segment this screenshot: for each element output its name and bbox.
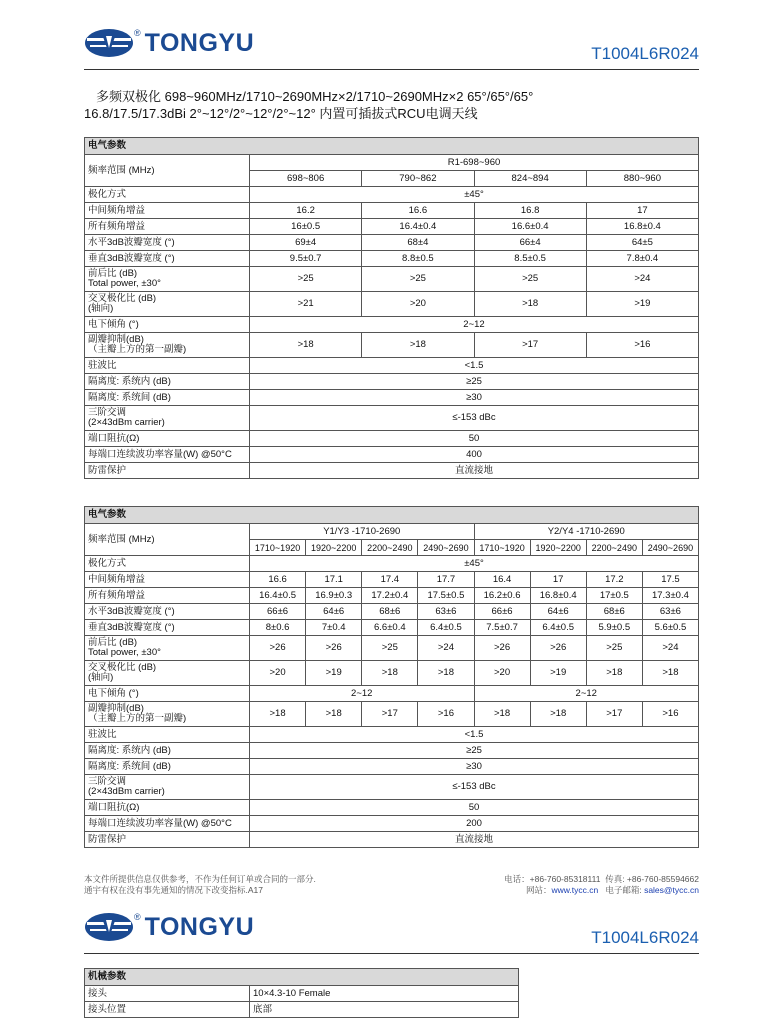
param-label [85, 556, 250, 572]
param-label [85, 390, 250, 406]
param-label [85, 374, 250, 390]
param-value: >26 [530, 636, 586, 661]
param-value: 16.6±0.4 [474, 219, 586, 235]
param-label [85, 358, 250, 374]
param-value: >16 [586, 333, 698, 358]
table-row [85, 317, 699, 333]
param-label-main: 每端口连续波功率容量(W) @50°C [88, 448, 232, 460]
param-label [85, 832, 250, 848]
table-row [85, 447, 699, 463]
param-value: 17.5±0.5 [418, 588, 474, 604]
param-value: 69±4 [250, 235, 362, 251]
model-number-2: T1004L6R024 [591, 928, 699, 947]
param-label-main: 副瓣抑制(dB) [88, 703, 144, 714]
param-label-main: 副瓣抑制(dB) [88, 334, 144, 345]
table-row [85, 235, 699, 251]
brand-name-2: TONGYU [144, 912, 255, 941]
param-value: >18 [474, 702, 530, 727]
param-value: 17±0.5 [586, 588, 642, 604]
page-footer [84, 874, 699, 896]
param-label [85, 463, 250, 479]
table-row [85, 816, 699, 832]
header-rule-2 [84, 953, 699, 954]
param-value: >16 [642, 702, 698, 727]
param-label-sub: （主瓣上方的第一副瓣) [88, 344, 187, 355]
param-value: >17 [362, 702, 418, 727]
param-value: 17 [586, 203, 698, 219]
table-row [85, 702, 699, 727]
param-value: 直流接地 [250, 832, 699, 848]
param-value: >24 [586, 267, 698, 292]
param-value: 8.8±0.5 [362, 251, 474, 267]
param-value: >25 [250, 267, 362, 292]
table-row [85, 1002, 519, 1018]
param-value: 2~12 [474, 686, 699, 702]
param-label [85, 620, 250, 636]
subband-cell: 2490~2690 [418, 540, 474, 556]
param-value: >18 [250, 333, 362, 358]
table-row [85, 588, 699, 604]
param-value: 17 [530, 572, 586, 588]
param-value: 68±6 [586, 604, 642, 620]
param-label-main: 驻波比 [88, 359, 117, 371]
param-label-main: 前后比 (dB) [88, 637, 138, 648]
param-value: 7±0.4 [306, 620, 362, 636]
param-value: 17.4 [362, 572, 418, 588]
param-label-main: 隔离度: 系统间 (dB) [88, 760, 171, 772]
title-line-2: 16.8/17.5/17.3dBi 2°~12°/2°~12°/2°~12° 内置可插拔式RCU电调天线 [84, 106, 478, 121]
section-header-row [85, 138, 699, 155]
param-label [85, 431, 250, 447]
param-label [85, 447, 250, 463]
param-label-main: 隔离度: 系统间 (dB) [88, 391, 171, 403]
table-row [85, 572, 699, 588]
param-label-main: 三阶交调 [88, 776, 127, 787]
param-value: ≥30 [250, 759, 699, 775]
param-value: >18 [362, 661, 418, 686]
param-label [85, 235, 250, 251]
param-value: 66±6 [250, 604, 306, 620]
param-value: >20 [362, 292, 474, 317]
subband-cell: 1920~2200 [530, 540, 586, 556]
table-row [85, 406, 699, 431]
param-value: 63±6 [642, 604, 698, 620]
param-value: 64±6 [530, 604, 586, 620]
param-label-sub: Total power, ±30° [88, 278, 161, 289]
band-name: Y1/Y3 -1710-2690 [250, 524, 475, 540]
param-label [85, 686, 250, 702]
header-rule [84, 69, 699, 70]
param-value: 400 [250, 447, 699, 463]
param-label-sub: Total power, ±30° [88, 647, 161, 658]
disclaimer-line-2: 通宇有权在没有事先通知的情况下改变指标.A17 [84, 885, 263, 895]
param-value: 16.6 [250, 572, 306, 588]
subband-cell: 1710~1920 [250, 540, 306, 556]
param-value: 5.6±0.5 [642, 620, 698, 636]
param-value: >26 [474, 636, 530, 661]
param-value: >26 [250, 636, 306, 661]
table-row [85, 390, 699, 406]
freq-range-label: 频率范围 (MHz) [85, 524, 250, 556]
param-label [85, 251, 250, 267]
contact-info [504, 874, 699, 896]
param-label [85, 604, 250, 620]
param-value: >18 [474, 292, 586, 317]
param-value: 66±4 [474, 235, 586, 251]
param-label-sub: (2×43dBm carrier) [88, 786, 165, 797]
table-row [85, 556, 699, 572]
param-label [85, 267, 250, 292]
param-value: >17 [586, 702, 642, 727]
subband-cell: 1920~2200 [306, 540, 362, 556]
param-value: 50 [250, 800, 699, 816]
subband-cell: 1710~1920 [474, 540, 530, 556]
param-label-sub: （主瓣上方的第一副瓣) [88, 713, 187, 724]
param-value: 2~12 [250, 686, 475, 702]
subband-cell: 790~862 [362, 171, 474, 187]
param-label [85, 702, 250, 727]
website-link[interactable]: www.tycc.cn [551, 885, 599, 895]
param-label [85, 292, 250, 317]
param-value: 16.4 [474, 572, 530, 588]
param-value: 68±4 [362, 235, 474, 251]
param-value: >18 [250, 702, 306, 727]
section-title: 电气参数 [85, 138, 699, 155]
param-value: 50 [250, 431, 699, 447]
table-row [85, 759, 699, 775]
param-value: 17.3±0.4 [642, 588, 698, 604]
param-value: 9.5±0.7 [250, 251, 362, 267]
param-label-main: 垂直3dB波瓣宽度 (°) [88, 252, 175, 264]
param-label [85, 816, 250, 832]
param-label [85, 203, 250, 219]
brand-name: TONGYU [144, 28, 255, 57]
param-value: 63±6 [418, 604, 474, 620]
table-row [85, 661, 699, 686]
mail-label: 电子邮箱: [605, 885, 645, 895]
table-row [85, 187, 699, 203]
param-value: >26 [306, 636, 362, 661]
param-label-main: 前后比 (dB) [88, 268, 138, 279]
tongyu-logo-2: ® TONGYU [84, 912, 254, 942]
subband-cell: 698~806 [250, 171, 362, 187]
param-label-main: 端口阻抗(Ω) [88, 801, 140, 813]
param-label: 接头位置 [85, 1002, 250, 1018]
param-value: ≥30 [250, 390, 699, 406]
param-label-main: 交叉极化比 (dB) [88, 662, 157, 673]
param-value: 16.8 [474, 203, 586, 219]
table-row [85, 636, 699, 661]
model-number: T1004L6R024 [591, 44, 699, 63]
freq-band-row [85, 524, 699, 540]
param-value: <1.5 [250, 358, 699, 374]
phone-text: 电话：+86-760-85318111 [504, 874, 601, 884]
param-value: 16.8±0.4 [586, 219, 698, 235]
subband-cell: 880~960 [586, 171, 698, 187]
param-value: 7.8±0.4 [586, 251, 698, 267]
param-value: 16.8±0.4 [530, 588, 586, 604]
param-label-main: 防雷保护 [88, 464, 127, 476]
param-label [85, 661, 250, 686]
param-label-main: 垂直3dB波瓣宽度 (°) [88, 621, 175, 633]
table-row [85, 620, 699, 636]
param-value: 6.4±0.5 [418, 620, 474, 636]
disclaimer-line-1: 本文件所提供信息仅供参考，不作为任何订单或合同的一部分. [84, 874, 316, 884]
param-label-main: 隔离度: 系统内 (dB) [88, 375, 171, 387]
web-label: 网站： [525, 885, 552, 895]
param-label [85, 406, 250, 431]
param-label-main: 电下倾角 (°) [88, 687, 139, 699]
table-row [85, 267, 699, 292]
table-row [85, 333, 699, 358]
subband-cell: 2200~2490 [586, 540, 642, 556]
subband-cell: 2200~2490 [362, 540, 418, 556]
table-row [85, 986, 519, 1002]
param-value: 16.4±0.4 [362, 219, 474, 235]
tongyu-emblem-icon [84, 28, 134, 58]
param-label [85, 727, 250, 743]
param-value: >21 [250, 292, 362, 317]
table-row [85, 463, 699, 479]
table-row [85, 800, 699, 816]
table-row [85, 292, 699, 317]
mechanical-params-table [84, 968, 519, 1018]
param-label [85, 588, 250, 604]
param-value: >18 [306, 702, 362, 727]
param-value: ±45° [250, 187, 699, 203]
fax-text: 传真: +86-760-85594662 [605, 874, 699, 884]
section-header-row [85, 969, 519, 986]
param-label-main: 水平3dB波瓣宽度 (°) [88, 236, 175, 248]
param-label-main: 水平3dB波瓣宽度 (°) [88, 605, 175, 617]
electrical-params-table-1 [84, 137, 699, 479]
section-header-row [85, 507, 699, 524]
param-value: >19 [586, 292, 698, 317]
param-value: 17.2 [586, 572, 642, 588]
param-value: 64±5 [586, 235, 698, 251]
param-value: >20 [474, 661, 530, 686]
param-value: 66±6 [474, 604, 530, 620]
param-value: 17.7 [418, 572, 474, 588]
param-label [85, 800, 250, 816]
table-row [85, 775, 699, 800]
param-label-sub: (轴向) [88, 672, 114, 683]
table-row [85, 686, 699, 702]
param-value: 17.1 [306, 572, 362, 588]
tongyu-emblem-icon [84, 912, 134, 942]
freq-band-row [85, 155, 699, 171]
param-value: >19 [306, 661, 362, 686]
subband-cell: 824~894 [474, 171, 586, 187]
param-label-main: 隔离度: 系统内 (dB) [88, 744, 171, 756]
param-value: >18 [418, 661, 474, 686]
freq-range-label: 频率范围 (MHz) [85, 155, 250, 187]
param-value: 16.2±0.6 [474, 588, 530, 604]
param-label-main: 防雷保护 [88, 833, 127, 845]
section-title: 电气参数 [85, 507, 699, 524]
param-value: >16 [418, 702, 474, 727]
subband-cell: 2490~2690 [642, 540, 698, 556]
title-line-1: 多频双极化 698~960MHz/1710~2690MHz×2/1710~2690MHz×2 65°/65°/65° [96, 89, 534, 104]
param-value: >18 [530, 702, 586, 727]
table-row [85, 219, 699, 235]
param-value: >25 [362, 267, 474, 292]
param-value: >25 [474, 267, 586, 292]
param-value: 64±6 [306, 604, 362, 620]
param-label [85, 759, 250, 775]
param-value: >19 [530, 661, 586, 686]
param-value: >17 [474, 333, 586, 358]
band-name: R1-698~960 [250, 155, 699, 171]
param-value: ≤-153 dBc [250, 775, 699, 800]
param-value: >18 [642, 661, 698, 686]
param-value: 8±0.6 [250, 620, 306, 636]
table-row [85, 358, 699, 374]
param-label-sub: (2×43dBm carrier) [88, 417, 165, 428]
param-label-main: 三阶交调 [88, 407, 127, 418]
param-label [85, 219, 250, 235]
page-header-second [84, 908, 699, 958]
param-value: 16.9±0.3 [306, 588, 362, 604]
param-label-main: 每端口连续波功率容量(W) @50°C [88, 817, 232, 829]
product-title [84, 88, 704, 122]
param-label [85, 572, 250, 588]
table-row [85, 743, 699, 759]
param-label [85, 187, 250, 203]
param-label [85, 743, 250, 759]
param-value: ±45° [250, 556, 699, 572]
param-value: ≥25 [250, 743, 699, 759]
param-value: 8.5±0.5 [474, 251, 586, 267]
param-value: ≤-153 dBc [250, 406, 699, 431]
param-value: 16.6 [362, 203, 474, 219]
param-value: 17.5 [642, 572, 698, 588]
param-label-main: 极化方式 [88, 557, 127, 569]
param-value: >20 [250, 661, 306, 686]
email-link[interactable]: sales@tycc.cn [644, 885, 699, 895]
param-value: <1.5 [250, 727, 699, 743]
param-value: 底部 [250, 1002, 519, 1018]
param-label-sub: (轴向) [88, 303, 114, 314]
param-value: 16±0.5 [250, 219, 362, 235]
page-header-top [84, 24, 699, 74]
param-value: >18 [362, 333, 474, 358]
table-row [85, 203, 699, 219]
param-value: 200 [250, 816, 699, 832]
section-title: 机械参数 [85, 969, 519, 986]
param-label [85, 317, 250, 333]
param-value: 2~12 [250, 317, 699, 333]
param-value: 直流接地 [250, 463, 699, 479]
param-value: 7.5±0.7 [474, 620, 530, 636]
table-row [85, 604, 699, 620]
param-label-main: 中间频角增益 [88, 573, 146, 585]
param-value: >24 [418, 636, 474, 661]
param-value: >25 [586, 636, 642, 661]
param-label-main: 电下倾角 (°) [88, 318, 139, 330]
param-label [85, 636, 250, 661]
param-label: 接头 [85, 986, 250, 1002]
param-value: >25 [362, 636, 418, 661]
param-label-main: 所有频角增益 [88, 589, 146, 601]
param-value: >24 [642, 636, 698, 661]
table-row [85, 832, 699, 848]
table-row [85, 727, 699, 743]
table-row [85, 374, 699, 390]
param-value: 16.2 [250, 203, 362, 219]
param-value: 5.9±0.5 [586, 620, 642, 636]
band-name: Y2/Y4 -1710-2690 [474, 524, 699, 540]
param-value: ≥25 [250, 374, 699, 390]
param-label-main: 端口阻抗(Ω) [88, 432, 140, 444]
param-label [85, 333, 250, 358]
param-value: 6.6±0.4 [362, 620, 418, 636]
table-row [85, 431, 699, 447]
param-label-main: 驻波比 [88, 728, 117, 740]
tongyu-logo: ® TONGYU [84, 28, 254, 58]
param-value: 6.4±0.5 [530, 620, 586, 636]
param-label-main: 交叉极化比 (dB) [88, 293, 157, 304]
param-label [85, 775, 250, 800]
param-label-main: 极化方式 [88, 188, 127, 200]
param-label-main: 中间频角增益 [88, 204, 146, 216]
electrical-params-table-2 [84, 506, 699, 848]
param-value: 17.2±0.4 [362, 588, 418, 604]
table-row [85, 251, 699, 267]
param-value: 16.4±0.5 [250, 588, 306, 604]
param-label-main: 所有频角增益 [88, 220, 146, 232]
param-value: 10×4.3-10 Female [250, 986, 519, 1002]
param-value: >18 [586, 661, 642, 686]
param-value: 68±6 [362, 604, 418, 620]
